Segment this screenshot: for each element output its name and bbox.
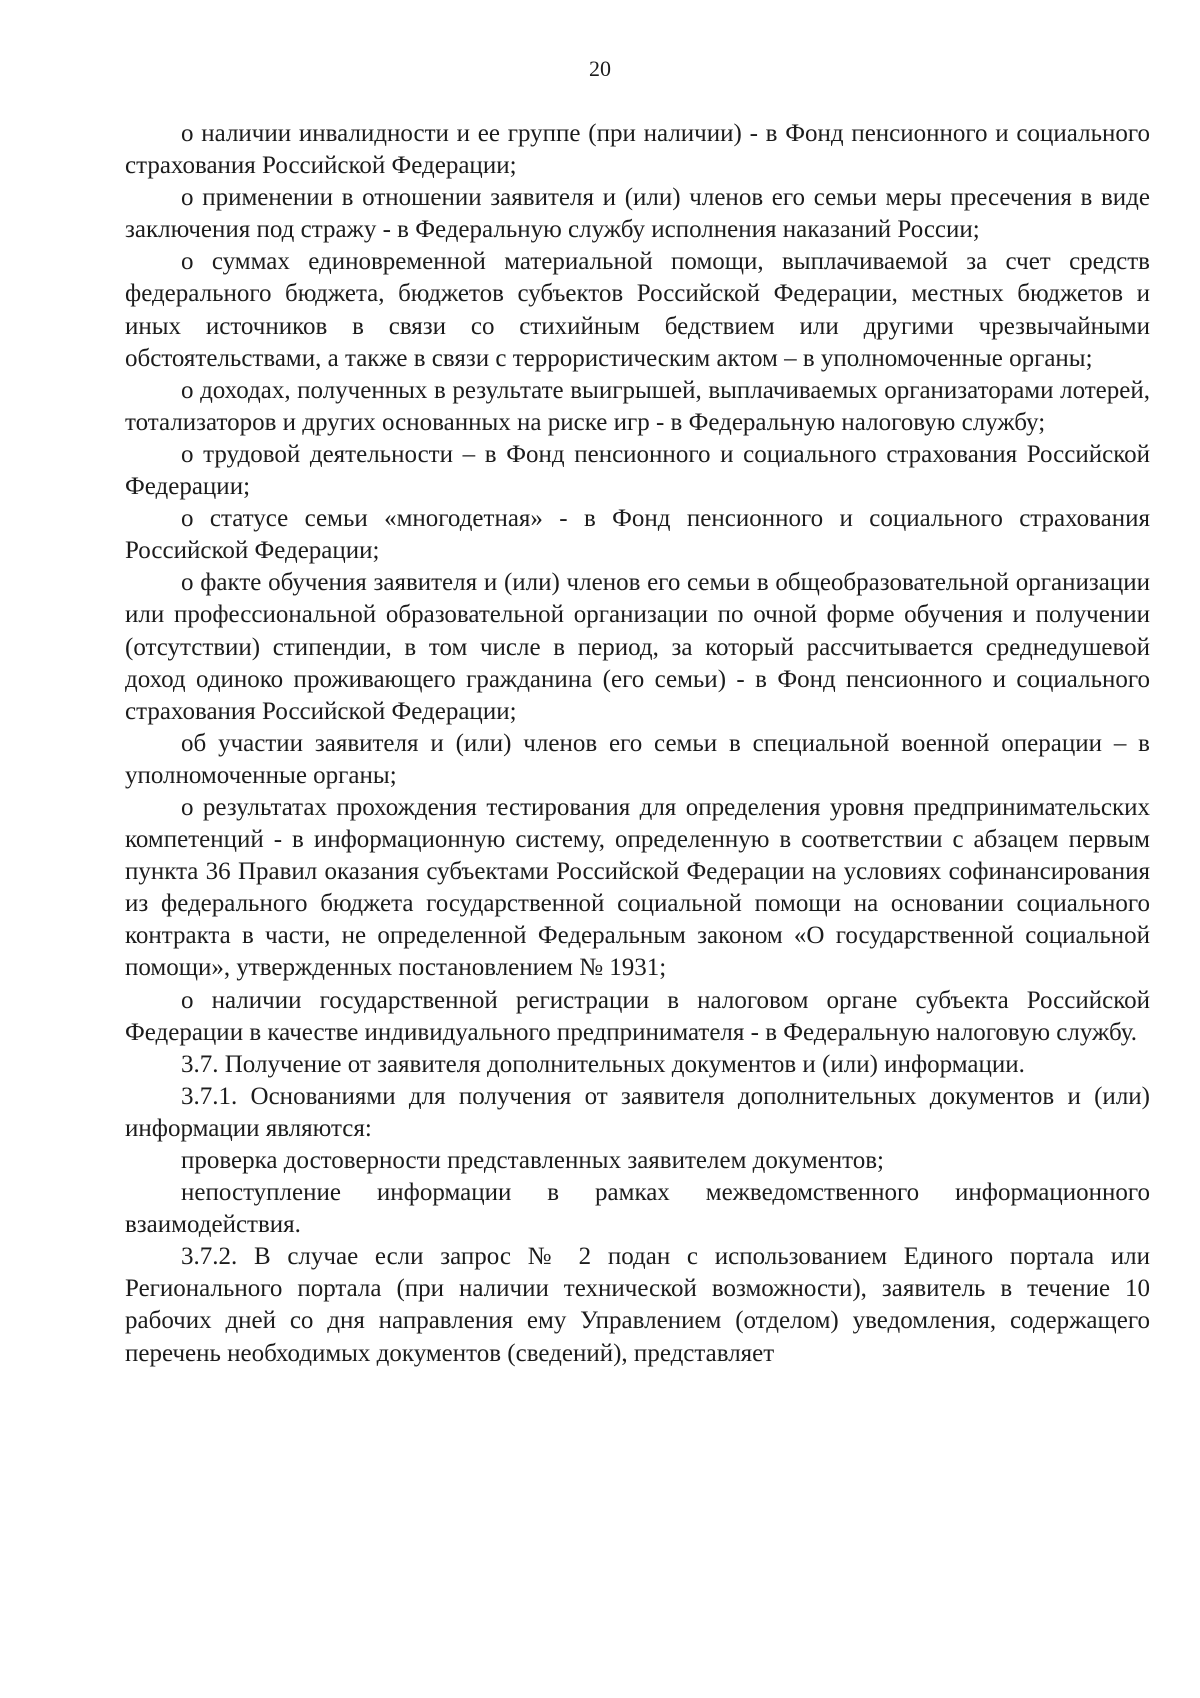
paragraph: об участии заявителя и (или) членов его семьи в специальной военной операции – в уполномоченные органы;: [125, 729, 1150, 789]
paragraph: о доходах, полученных в результате выигрышей, выплачиваемых организаторами лотерей, тотализаторов и других основанных на риске игр - в Федеральную налоговую службу;: [125, 376, 1150, 436]
paragraph: непоступление информации в рамках межведомственного информационного взаимодействия.: [125, 1179, 1150, 1239]
page-number: 20: [589, 56, 611, 81]
paragraph: о наличии инвалидности и ее группе (при наличии) - в Фонд пенсионного и социального страхования Российской Федерации;: [125, 120, 1150, 180]
paragraph: о применении в отношении заявителя и (или) членов его семьи меры пресечения в виде заключения под стражу - в Федеральную службу исполнения наказаний России;: [125, 184, 1150, 244]
paragraph: о суммах единовременной материальной помощи, выплачиваемой за счет средств федерального бюджета, бюджетов субъектов Российской Федерации, местных бюджетов и иных источников в связи со стихийным бедствием или другими чрезвычайными обстоятельствами, а также в связи с террористическим актом – в уполномоченные органы;: [125, 248, 1150, 372]
paragraph: о наличии государственной регистрации в налоговом органе субъекта Российской Федерации в качестве индивидуального предпринимателя - в Федеральную налоговую службу.: [125, 986, 1150, 1046]
paragraph: 3.7.1. Основаниями для получения от заявителя дополнительных документов и (или) информации являются:: [125, 1082, 1150, 1142]
section-heading-3-7: 3.7. Получение от заявителя дополнительных документов и (или) информации.: [181, 1050, 1025, 1078]
paragraph: о результатах прохождения тестирования для определения уровня предпринимательских компетенций - в информационную систему, определенную в соответствии с абзацем первым пункта 36 Правил оказания субъектами Российской Федерации на условиях софинансирования из федерального бюджета государственной социальной помощи на основании социального контракта в части, не определенной Федеральным законом «О государственной социальной помощи», утвержденных постановлением № 1931;: [125, 793, 1150, 982]
paragraph: 3.7.2. В случае если запрос № 2 подан с использованием Единого портала или Регионального портала (при наличии технической возможности), заявитель в течение 10 рабочих дней со дня направления ему Управлением (отделом) уведомления, содержащего перечень необходимых документов (сведений), представляет: [125, 1243, 1150, 1367]
paragraph: о трудовой деятельности – в Фонд пенсионного и социального страхования Российской Федерации;: [125, 440, 1150, 501]
paragraph: о факте обучения заявителя и (или) членов его семьи в общеобразовательной организации или профессиональной образовательной организации по очной форме обучения и получении (отсутствии) стипендии, в том числе в период, за который рассчитывается среднедушевой доход одиноко проживающего гражданина (его семьи) - в Фонд пенсионного и социального страхования Российской Федерации;: [125, 569, 1150, 725]
paragraph: о статусе семьи «многодетная» - в Фонд пенсионного и социального страхования Российской Федерации;: [125, 505, 1150, 565]
paragraph: проверка достоверности представленных заявителем документов;: [181, 1147, 884, 1174]
document-body: [125, 118, 1150, 1370]
